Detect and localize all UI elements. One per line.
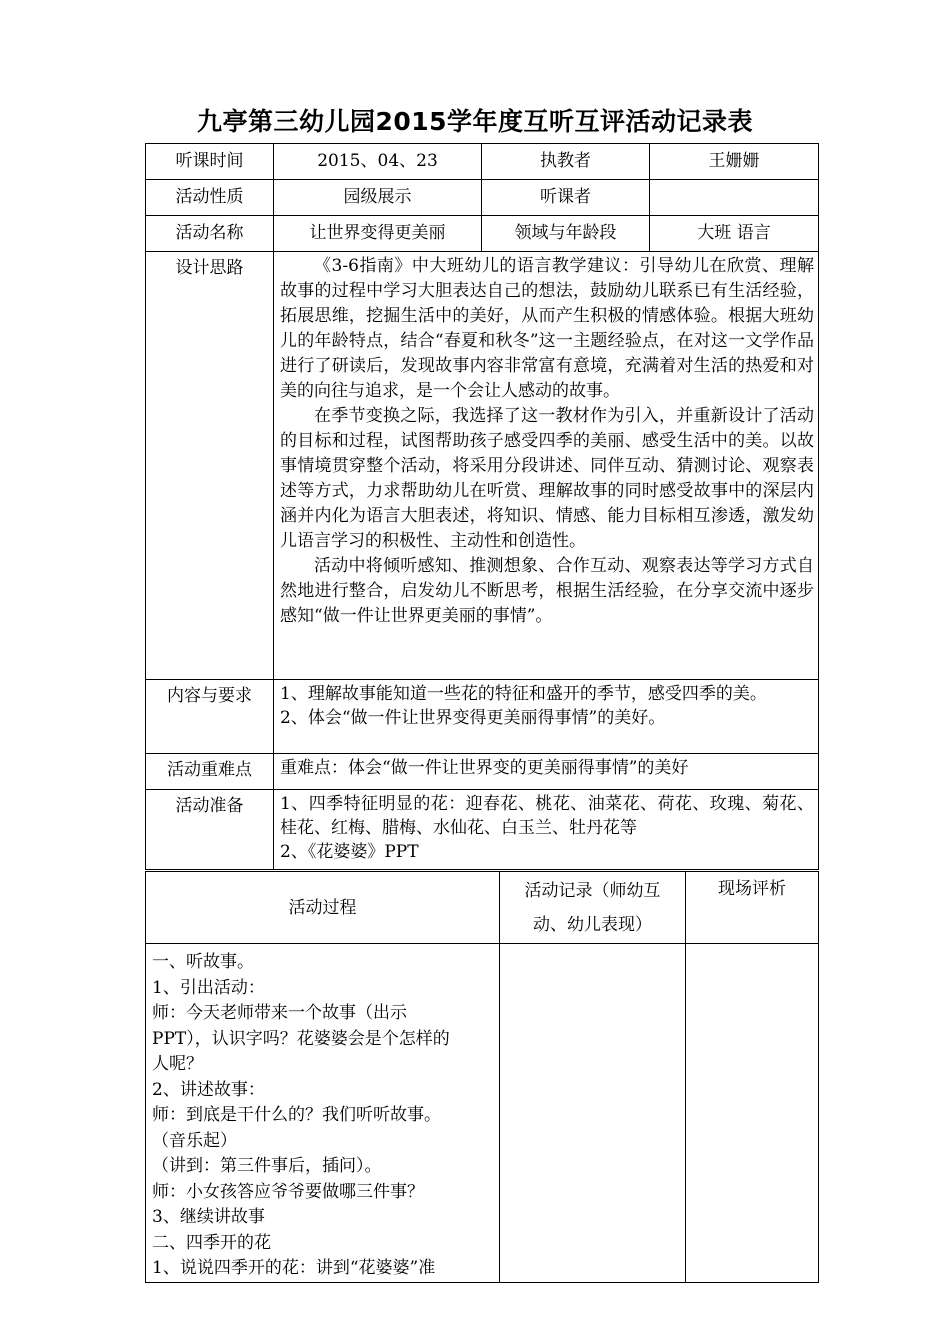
domain-label: 领域与年龄段 <box>482 216 650 252</box>
row-nature <box>146 180 819 216</box>
time-value: 2015、04、23 <box>274 144 482 180</box>
process-body-row <box>146 944 819 1283</box>
nature-value: 园级展示 <box>274 180 482 216</box>
process-header: 活动过程 <box>146 872 500 944</box>
row-name <box>146 216 819 252</box>
row-content <box>146 680 819 754</box>
review-header: 现场评析 <box>686 872 819 944</box>
row-design <box>146 252 819 680</box>
keypoints-text: 重难点：体会“做一件让世界变的更美丽得事情”的美好 <box>274 754 819 790</box>
process-line: （讲到：第三件事后，插问）。 <box>152 1156 382 1176</box>
row-preparation <box>146 790 819 870</box>
design-paragraph: 活动中将倾听感知、推测想象、合作互动、观察表达等学习方式自然地进行整合，启发幼儿不断思考，根据生活经验，在分享交流中逐步感知“做一件让世界更美丽的事情”。 <box>280 556 814 626</box>
design-label: 设计思路 <box>146 252 274 680</box>
preparation-item: 1、四季特征明显的花：迎春花、桃花、油菜花、荷花、玫瑰、菊花、桂花、红梅、腊梅、水仙花、白玉兰、牡丹花等 <box>280 794 814 838</box>
process-line: 一、听故事。 <box>152 952 254 972</box>
process-line: 师：今天老师带来一个故事（出示 <box>152 1003 407 1023</box>
preparation-label: 活动准备 <box>146 790 274 870</box>
process-line: 二、四季开的花 <box>152 1232 271 1253</box>
time-label: 听课时间 <box>146 144 274 180</box>
process-content <box>146 944 500 1283</box>
record-header <box>500 872 686 944</box>
content-text <box>274 680 819 754</box>
process-header-row <box>146 872 819 944</box>
process-line: 3、继续讲故事 <box>152 1207 265 1227</box>
design-paragraph: 在季节变换之际，我选择了这一教材作为引入，并重新设计了活动的目标和过程，试图帮助孩子感受四季的美丽、感受生活中的美。以故事情境贯穿整个活动，将采用分段讲述、同伴互动、猜测讨论、观察表述等方式，力求帮助幼儿在听赏、理解故事的同时感受故事中的深层内涵并内化为语言大胆表述，将知识、情感、能力目标相互渗透，激发幼儿语言学习的积极性、主动性和创造性。 <box>280 406 814 551</box>
process-line: PPT），认识字吗？花婆婆会是个怎样的 <box>152 1028 450 1049</box>
preparation-text <box>274 790 819 870</box>
content-item: 1、理解故事能知道一些花的特征和盛开的季节，感受四季的美。 <box>280 684 767 704</box>
process-line: 师：小女孩答应爷爷要做哪三件事？ <box>152 1181 424 1202</box>
listener-label: 听课者 <box>482 180 650 216</box>
process-line: 人呢？ <box>152 1054 203 1074</box>
record-header-line: 活动记录（师幼互 <box>524 881 661 901</box>
keypoints-label: 活动重难点 <box>146 754 274 790</box>
nature-label: 活动性质 <box>146 180 274 216</box>
record-header-line: 动、幼儿表现） <box>533 915 652 935</box>
name-value: 让世界变得更美丽 <box>274 216 482 252</box>
content-label: 内容与要求 <box>146 680 274 754</box>
listener-value <box>650 180 819 216</box>
preparation-item: 2、《花婆婆》PPT <box>280 842 419 862</box>
design-paragraph: 《3-6指南》中大班幼儿的语言教学建议：引导幼儿在欣赏、理解故事的过程中学习大胆表达自己的想法，鼓励幼儿联系已有生活经验，拓展思维，挖掘生活中的美好，从而产生积极的情感体验。根据大班幼儿的年龄特点，结合“春夏和秋冬”这一主题经验点，在对这一文学作品进行了研读后，发现故事内容非常富有意境，充满着对生活的热爱和对美的向往与追求，是一个会让人感动的故事。 <box>280 256 814 401</box>
process-line: 1、引出活动： <box>152 977 265 998</box>
domain-value: 大班 语言 <box>650 216 819 252</box>
content-item: 2、体会“做一件让世界变得更美丽得事情”的美好。 <box>280 708 666 728</box>
review-content <box>686 944 819 1283</box>
info-table <box>145 143 819 870</box>
process-line: 2、讲述故事： <box>152 1079 265 1100</box>
design-text <box>274 252 819 680</box>
process-line: 师：到底是干什么的？我们听听故事。 <box>152 1105 441 1125</box>
process-table <box>145 871 819 1283</box>
teacher-value: 王姗姗 <box>650 144 819 180</box>
record-content <box>500 944 686 1283</box>
process-line: 1、说说四季开的花：讲到“花婆婆”准 <box>152 1258 436 1278</box>
row-time <box>146 144 819 180</box>
document-title: 九亭第三幼儿园2015学年度互听互评活动记录表 <box>196 107 754 136</box>
name-label: 活动名称 <box>146 216 274 252</box>
process-line: （音乐起） <box>152 1130 237 1151</box>
teacher-label: 执教者 <box>482 144 650 180</box>
row-keypoints <box>146 754 819 790</box>
